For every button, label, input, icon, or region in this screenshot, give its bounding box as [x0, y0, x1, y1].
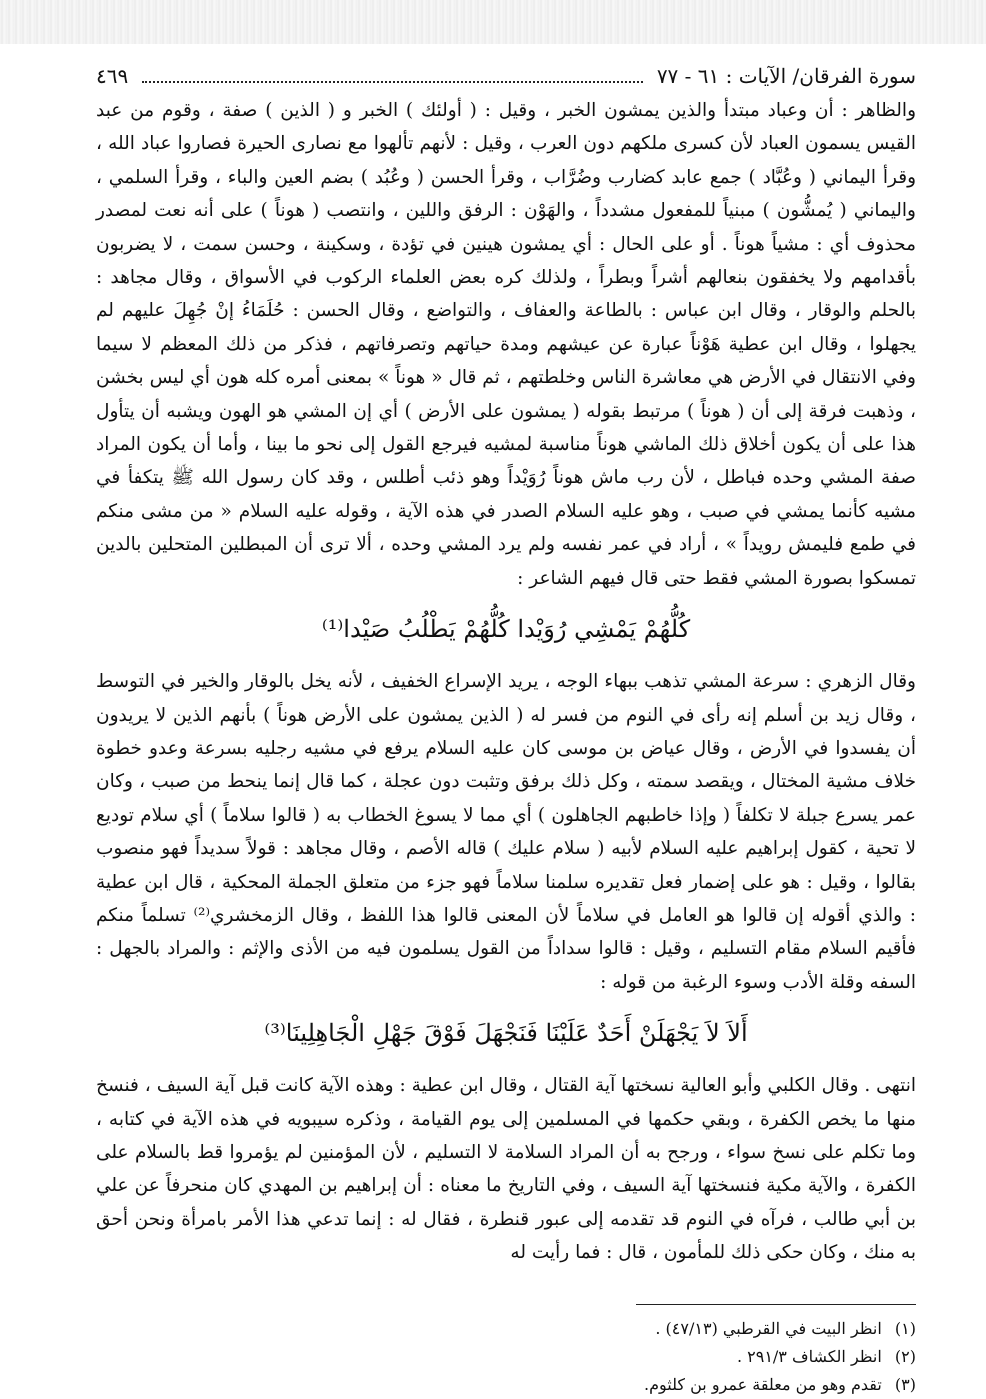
footnotes: [96, 1315, 916, 1399]
header-dot-leader: [142, 80, 643, 83]
book-page: [96, 58, 916, 1399]
page-number: ٤٦٩: [96, 64, 129, 88]
paragraph-3: انتهى . وقال الكلبي وأبو العالية نسختها آية القتال ، وقال ابن عطية : وهذه الآية كانت قبل آية السيف ، فنسخ منها ما يخص الكفرة ، وبقي حكمها في المسلمين إلى يوم القيامة ، وذكره سيبويه في هذه الآية في كتابه ، وما تكلم على نسخ سواء ، ورجح به أن المراد السلامة لا التسليم ، لأن المؤمنين لم يؤمروا قط بالسلام على الكفرة ، والآية مكية فنسختها آية السيف ، وفي التاريخ ما معناه : أن إبراهيم بن المهدي كان منحرفاً عن علي بن أبي طالب ، فرآه في النوم قد تقدمه إلى عبور قنطرة ، فقال له : إنما تدعي هذا الأمر بامرأة ونحن أحق به منك ، وكان حكى ذلك للمأمون ، قال : فما رأيت له: [96, 1075, 916, 1264]
paragraph-2: وقال الزهري : سرعة المشي تذهب ببهاء الوجه ، يريد الإسراع الخفيف ، لأنه يخل بالوقار والخير في التوسط ، وقال زيد بن أسلم إنه رأى في النوم من فسر له ( الذين يمشون على الأرض هوناً ) بأنهم الذين لا يريدون أن يفسدوا في الأرض ، وقال عياض بن موسى كان عليه السلام يرفع في مشيه رجليه بسرعة وعدو خطوة خلاف مشية المختال ، ويقصد سمته ، وكل ذلك برفق وتثبت دون عجلة ، كما قال إنما ينحط من صبب ، وكان عمر يسرع جبلة لا تكلفاً ( وإذا خاطبهم الجاهلون ) أي مما لا يسوغ الخطاب به ( قالوا سلاماً ) أي سلام توديع لا تحية ، كقول إبراهيم عليه السلام لأبيه ( سلام عليك ) قاله الأصم ، وقال مجاهد : قولاً سديداً فهو منصوب بقالوا ، وقيل : هو على إضمار فعل تقديره سلمنا سلاماً فهو جزء من متعلق الجملة المحكية ، قال ابن عطية : والذي أقوله إن قالوا هو العامل في سلاماً لأن المعنى قالوا هذا اللفظ ، وقال الزمخشري⁽²⁾ تسلماً منكم فأقيم السلام مقام التسليم ، وقيل : قالوا سداداً من القول يسلمون فيه من الأذى والإثم : والمراد بالجهل : السفه وقلة الأدب وسوء الرغبة من قوله :: [96, 671, 917, 993]
footnote-text: انظر الكشاف ٢٩١/٣ .: [736, 1346, 882, 1366]
footnote-item: [96, 1315, 916, 1343]
footnote-number: (١): [894, 1318, 916, 1338]
footnote-number: (٣): [894, 1374, 916, 1394]
footnote-text: تقدم وهو من معلقة عمرو بن كلثوم.: [644, 1374, 882, 1394]
footnote-item: [96, 1371, 916, 1399]
poetry-verse-2: أَلاَ لاَ يَجْهَلَنْ أَحَدٌ عَلَيْنَا فَنَجْهَلَ فَوْقَ جَهْلِ الْجَاهِلِينَا⁽³⁾: [264, 1019, 748, 1048]
scan-edge-texture: [0, 0, 986, 44]
poetry-verse-1: كُلُّهُمْ يَمْشِي رُوَيْدا كُلُّهُمْ يَطْلُبُ صَيْدا⁽¹⁾: [321, 615, 691, 644]
running-header: [96, 58, 916, 94]
paragraph-1: والظاهر : أن وعباد مبتدأ والذين يمشون الخبر ، وقيل : ( أولئك ) الخبر و ( الذين ) صفة ، وقوم من عبد القيس يسمون العباد لأن كسرى ملكهم دون العرب ، وقيل : لأنهم تألهوا مع نصارى الحيرة فصاروا عباد الله ، وقرأ اليماني ( وعُبَّاد ) جمع عابد كضارب وضُرَّاب ، وقرأ الحسن ( وعُبُد ) بضم العين والباء ، وقرأ السلمي ، واليماني ( يُمشُّون ) مبنياً للمفعول مشدداً ، والهَوْن : الرفق واللين ، وانتصب ( هوناً ) على أنه نعت لمصدر محذوف أي : مشياً هوناً . أو على الحال : أي يمشون هينين في تؤدة ، وسكينة ، وحسن سمت ، لا يضربون بأقدامهم ولا يخفقون بنعالهم أشراً وبطراً ، ولذلك كره بعض العلماء الركوب في الأسواق ، وقال مجاهد : بالحلم والوقار ، وقال ابن عباس : بالطاعة والعفاف ، والتواضع ، وقال الحسن : حُلَمَاءُ إنْ جُهِلَ عليهم لم يجهلوا ، وقال ابن عطية هَوْناً عبارة عن عيشهم ومدة حياتهم وتصرفاتهم ، فذكر من ذلك المعظم لا سيما وفي الانتقال في الأرض هي معاشرة الناس وخلطتهم ، ثم قال « هوناً » بمعنى أمره كله هون أي ليس بخشن ، وذهبت فرقة إلى أن ( هوناً ) مرتبط بقوله ( يمشون على الأرض ) أي إن المشي هو الهون ويشبه أن يتأول هذا على أن يكون أخلاق ذلك الماشي هوناً مناسبة لمشيه فيرجع القول إلى نحو ما بينا ، وأما أن يكون المراد صفة المشي وحده فباطل ، لأن رب ماش هوناً رُوَيْداً وهو ذئب أطلس ، وقد كان رسول الله ﷺ يتكفأ في مشيه كأنما يمشي في صبب ، وهو عليه السلام الصدر في هذه الآية ، وقوله عليه السلام « من مشى منكم في طمع فليمش رويداً » ، أراد في عمر نفسه ولم يرد المشي وحده ، ألا ترى أن المبطلين المتحلين بالدين تمسكوا بصورة المشي فقط حتى قال فيهم الشاعر :: [96, 100, 916, 589]
footnote-divider: [636, 1304, 916, 1305]
chapter-title: سورة الفرقان/ الآيات : ٦١ - ٧٧: [656, 64, 916, 88]
body-text: [96, 94, 916, 1270]
footnote-text: انظر البيت في القرطبي (٤٧/١٣) .: [655, 1318, 882, 1338]
footnote-number: (٢): [894, 1346, 916, 1366]
footnote-item: [96, 1343, 916, 1371]
